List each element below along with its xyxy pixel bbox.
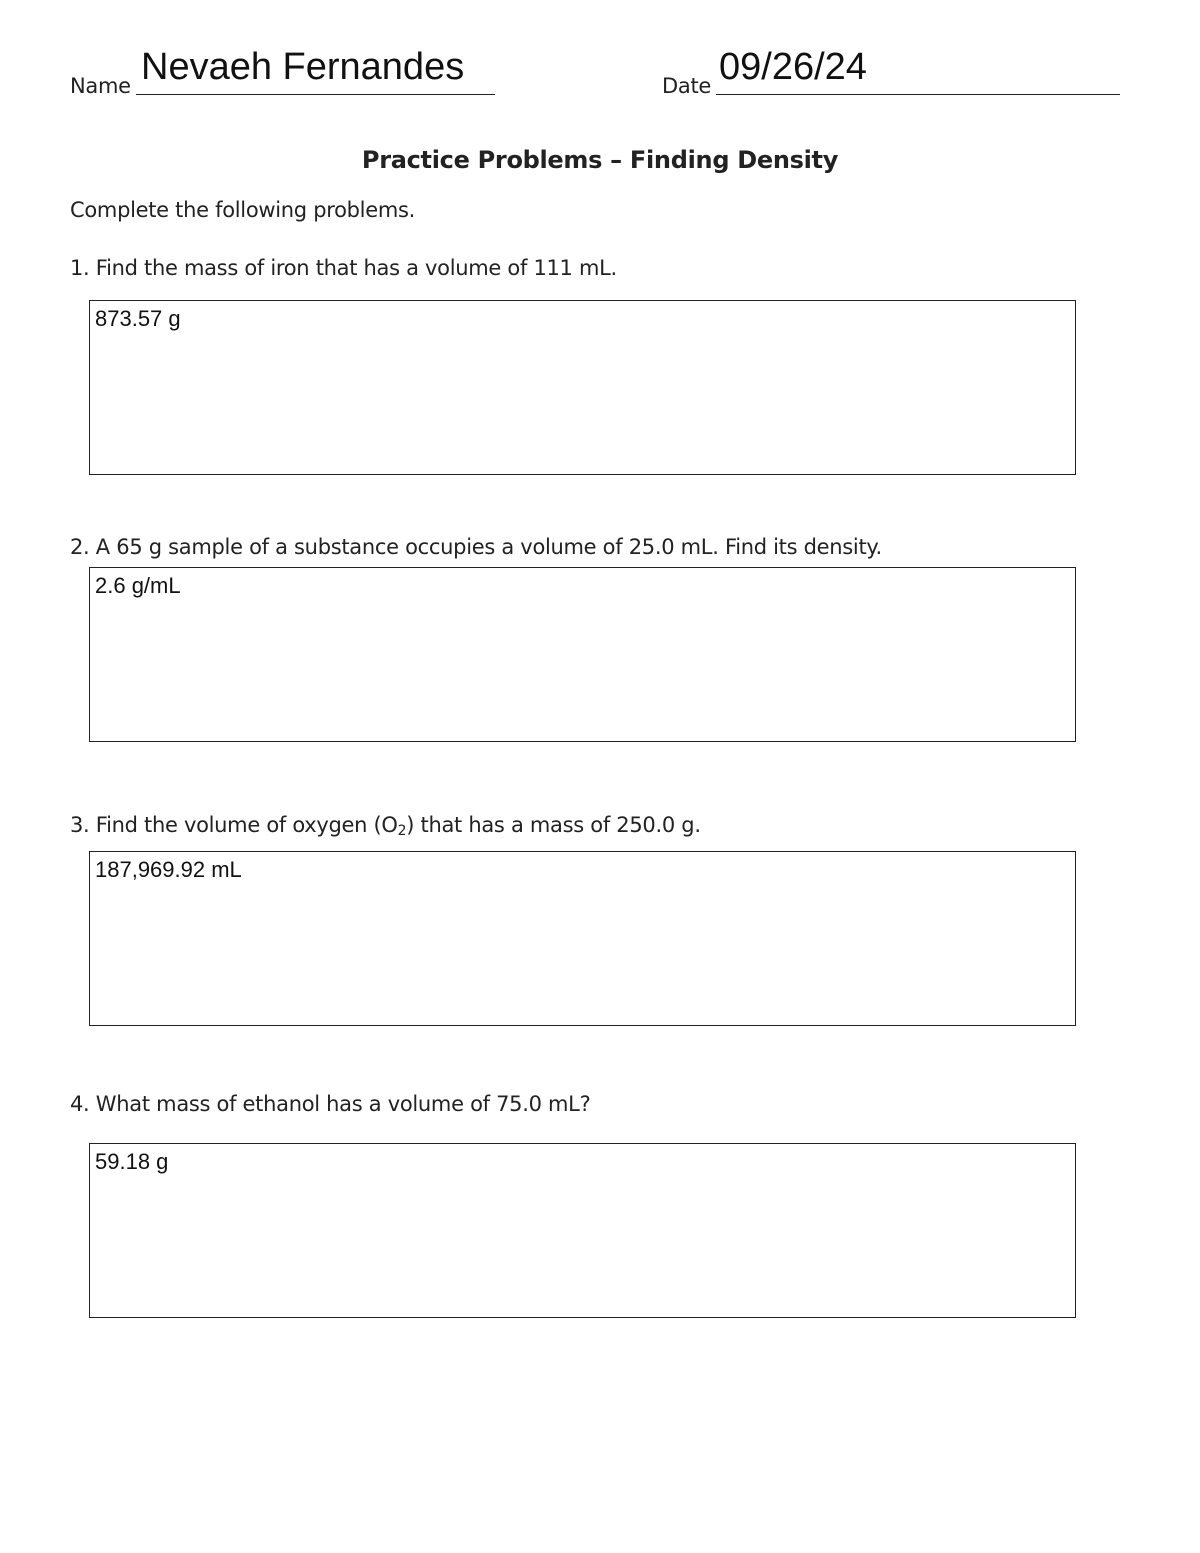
answer-3-text: 187,969.92 mL (95, 857, 242, 882)
name-field[interactable]: Nevaeh Fernandes (141, 46, 465, 88)
answer-box-1[interactable] (89, 300, 1076, 475)
date-field[interactable]: 09/26/24 (719, 46, 867, 88)
page-title: Practice Problems – Finding Density (361, 146, 839, 174)
instructions-text: Complete the following problems. (70, 198, 416, 222)
name-label: Name (70, 74, 131, 98)
question-1-prompt: 1. Find the mass of iron that has a volume of 111 mL. (70, 256, 617, 280)
question-3-prompt (70, 813, 701, 839)
question-3-prompt-start: 3. Find the volume of oxygen (O (70, 813, 398, 837)
oxygen-subscript: 2 (397, 823, 407, 839)
answer-2-text: 2.6 g/mL (95, 573, 181, 598)
question-3-prompt-end: ) that has a mass of 250.0 g. (406, 813, 701, 837)
name-underline (136, 94, 495, 95)
answer-4-text: 59.18 g (95, 1149, 169, 1174)
question-2-prompt: 2. A 65 g sample of a substance occupies a volume of 25.0 mL. Find its density. (70, 535, 882, 559)
answer-box-4[interactable] (89, 1143, 1076, 1318)
question-4-prompt: 4. What mass of ethanol has a volume of 75.0 mL? (70, 1092, 591, 1116)
answer-box-3[interactable] (89, 851, 1076, 1026)
date-label: Date (662, 74, 711, 98)
date-underline (716, 94, 1120, 95)
answer-box-2[interactable] (89, 567, 1076, 742)
answer-1-text: 873.57 g (95, 306, 181, 331)
